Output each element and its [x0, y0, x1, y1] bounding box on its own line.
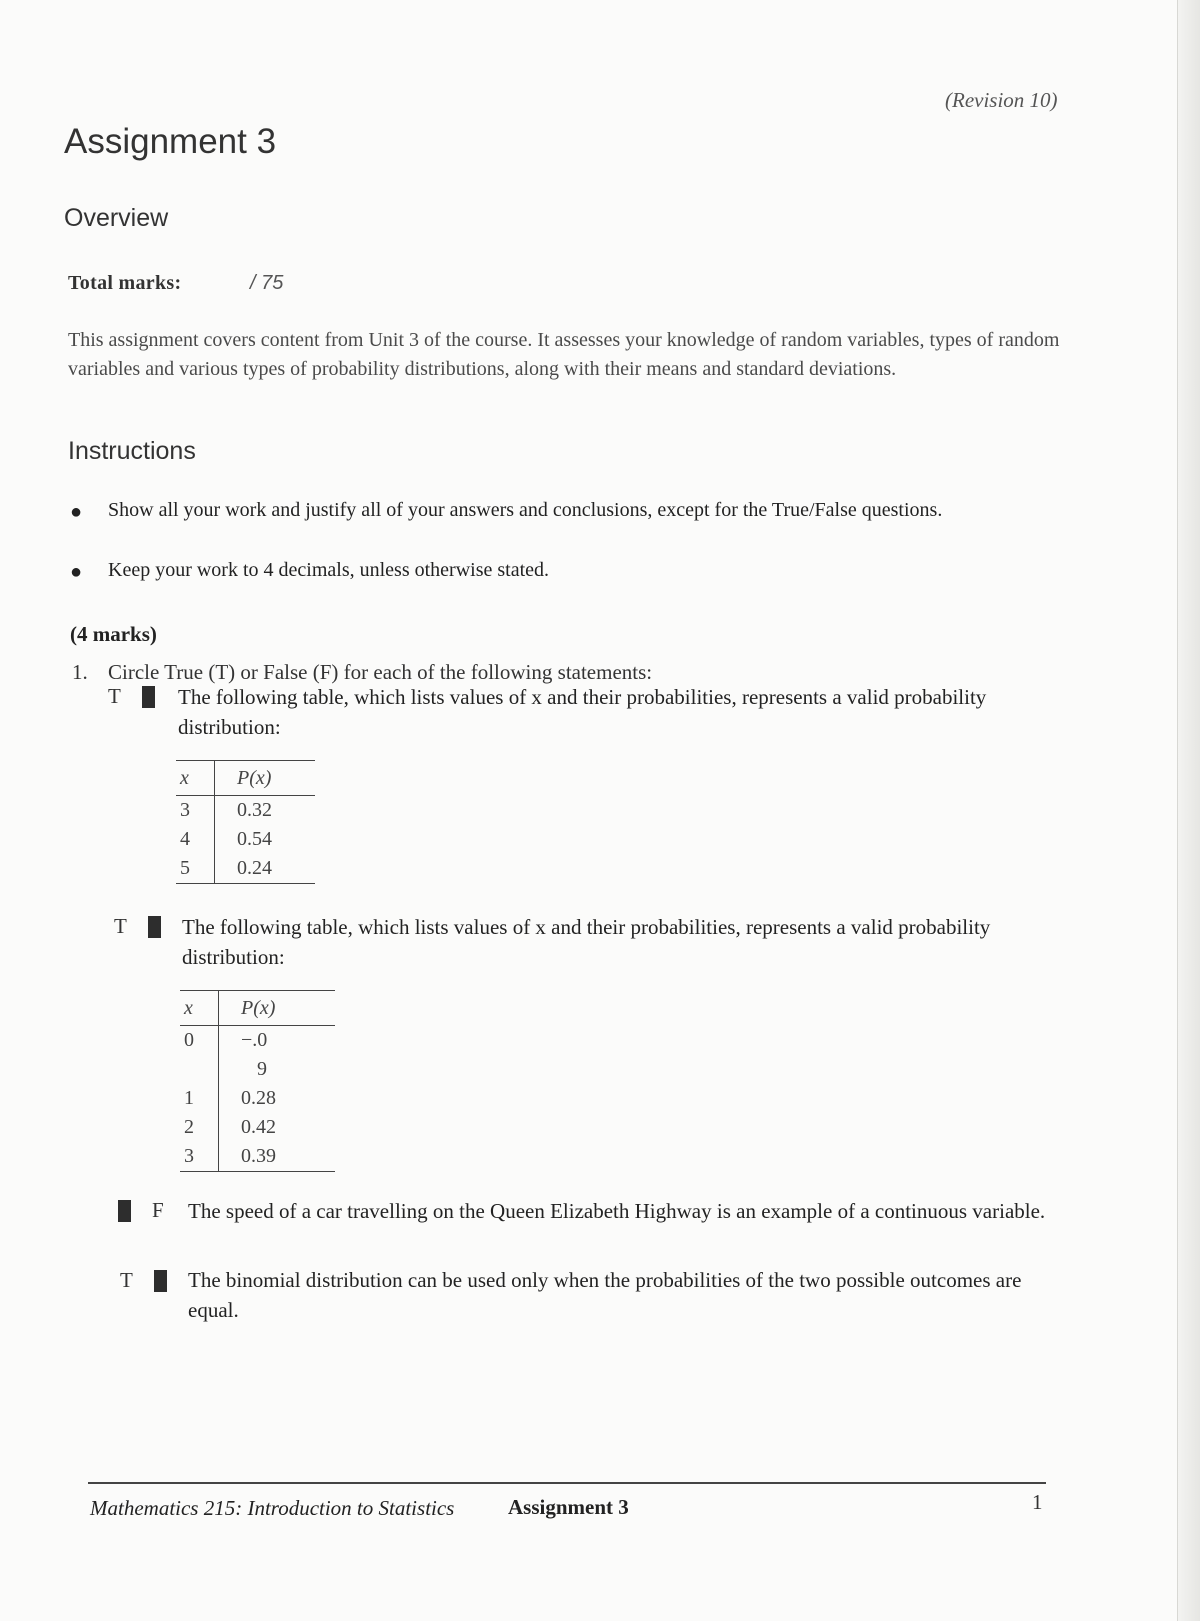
- total-marks-value: / 75: [250, 272, 284, 294]
- bullet-icon: ●: [70, 501, 83, 523]
- instruction-text: Show all your work and justify all of your answers and conclusions, except for the True/False questions.: [108, 499, 943, 521]
- table-row: [176, 825, 315, 854]
- table-cell-x: 3: [180, 1142, 219, 1172]
- table-cell-x: 2: [180, 1113, 219, 1142]
- probability-table: [180, 990, 335, 1172]
- table-cell-p: 0.42: [241, 1116, 276, 1138]
- table-row: [180, 1113, 335, 1142]
- table-header-x: x: [176, 761, 215, 796]
- footer-rule: [88, 1482, 1046, 1484]
- true-option-marked[interactable]: [118, 1200, 131, 1222]
- true-option[interactable]: T: [120, 1268, 133, 1292]
- table-cell-x: 0: [180, 1026, 219, 1056]
- statement-text: The following table, which lists values of x and their probabilities, represents a valid probability distribution:: [182, 915, 991, 969]
- instructions-heading: Instructions: [68, 437, 196, 465]
- table-row: [180, 1055, 335, 1084]
- statement-text: The binomial distribution can be used only when the probabilities of the two possible outcomes are equal.: [188, 1268, 1022, 1322]
- question-number: 1.: [72, 660, 88, 684]
- table-cell-x: 1: [180, 1084, 219, 1113]
- table-row: [176, 796, 315, 826]
- footer-assignment: Assignment 3: [508, 1495, 629, 1519]
- table-cell-p: −.0: [241, 1029, 268, 1051]
- false-option-marked[interactable]: [148, 916, 161, 938]
- revision-label: (Revision 10): [945, 88, 1058, 112]
- page-edge: [1177, 0, 1200, 1621]
- table-cell-p: 0.24: [215, 854, 316, 884]
- false-option[interactable]: F: [152, 1198, 164, 1222]
- true-option[interactable]: T: [108, 684, 121, 708]
- instruction-text: Keep your work to 4 decimals, unless otherwise stated.: [108, 559, 550, 581]
- table-row: [180, 1084, 335, 1113]
- question-marks: (4 marks): [70, 622, 157, 646]
- footer-course: Mathematics 215: Introduction to Statistics: [90, 1496, 455, 1520]
- table-cell-x: 4: [176, 825, 215, 854]
- table-cell-x: 3: [176, 796, 215, 826]
- bullet-icon: ●: [70, 561, 83, 583]
- page-number: 1: [1032, 1490, 1043, 1514]
- table-cell-p: 0.28: [241, 1087, 276, 1109]
- question-prompt: Circle True (T) or False (F) for each of the following statements:: [108, 660, 653, 684]
- overview-paragraph: This assignment covers content from Unit 3 of the course. It assesses your knowledge of random variables, types of random variables and various types of probability distributions, along with their means and standard deviations.: [68, 329, 1060, 380]
- table-header-x: x: [180, 991, 219, 1026]
- table-cell-p: 9: [257, 1058, 267, 1080]
- table-row: [180, 1142, 335, 1172]
- probability-table: [176, 760, 315, 884]
- table-row: [176, 854, 315, 884]
- statement-text: The speed of a car travelling on the Queen Elizabeth Highway is an example of a continuous variable.: [188, 1199, 1046, 1223]
- table-row: [180, 1026, 335, 1056]
- table-header-p: P(x): [219, 991, 336, 1026]
- table-header-p: P(x): [215, 761, 316, 796]
- table-cell-p: 0.32: [237, 799, 272, 821]
- table-cell-x: 5: [176, 854, 215, 884]
- table-cell-p: 0.54: [237, 828, 272, 850]
- page-title: Assignment 3: [64, 122, 277, 161]
- false-option-marked[interactable]: [142, 686, 155, 708]
- table-cell-x: [180, 1055, 219, 1084]
- true-option[interactable]: T: [114, 914, 127, 938]
- overview-heading: Overview: [64, 204, 169, 232]
- statement-text: The following table, which lists values of x and their probabilities, represents a valid probability distribution:: [178, 685, 987, 739]
- total-marks-label: Total marks:: [68, 272, 182, 294]
- table-cell-p: 0.39: [219, 1142, 336, 1172]
- false-option-marked[interactable]: [154, 1270, 167, 1292]
